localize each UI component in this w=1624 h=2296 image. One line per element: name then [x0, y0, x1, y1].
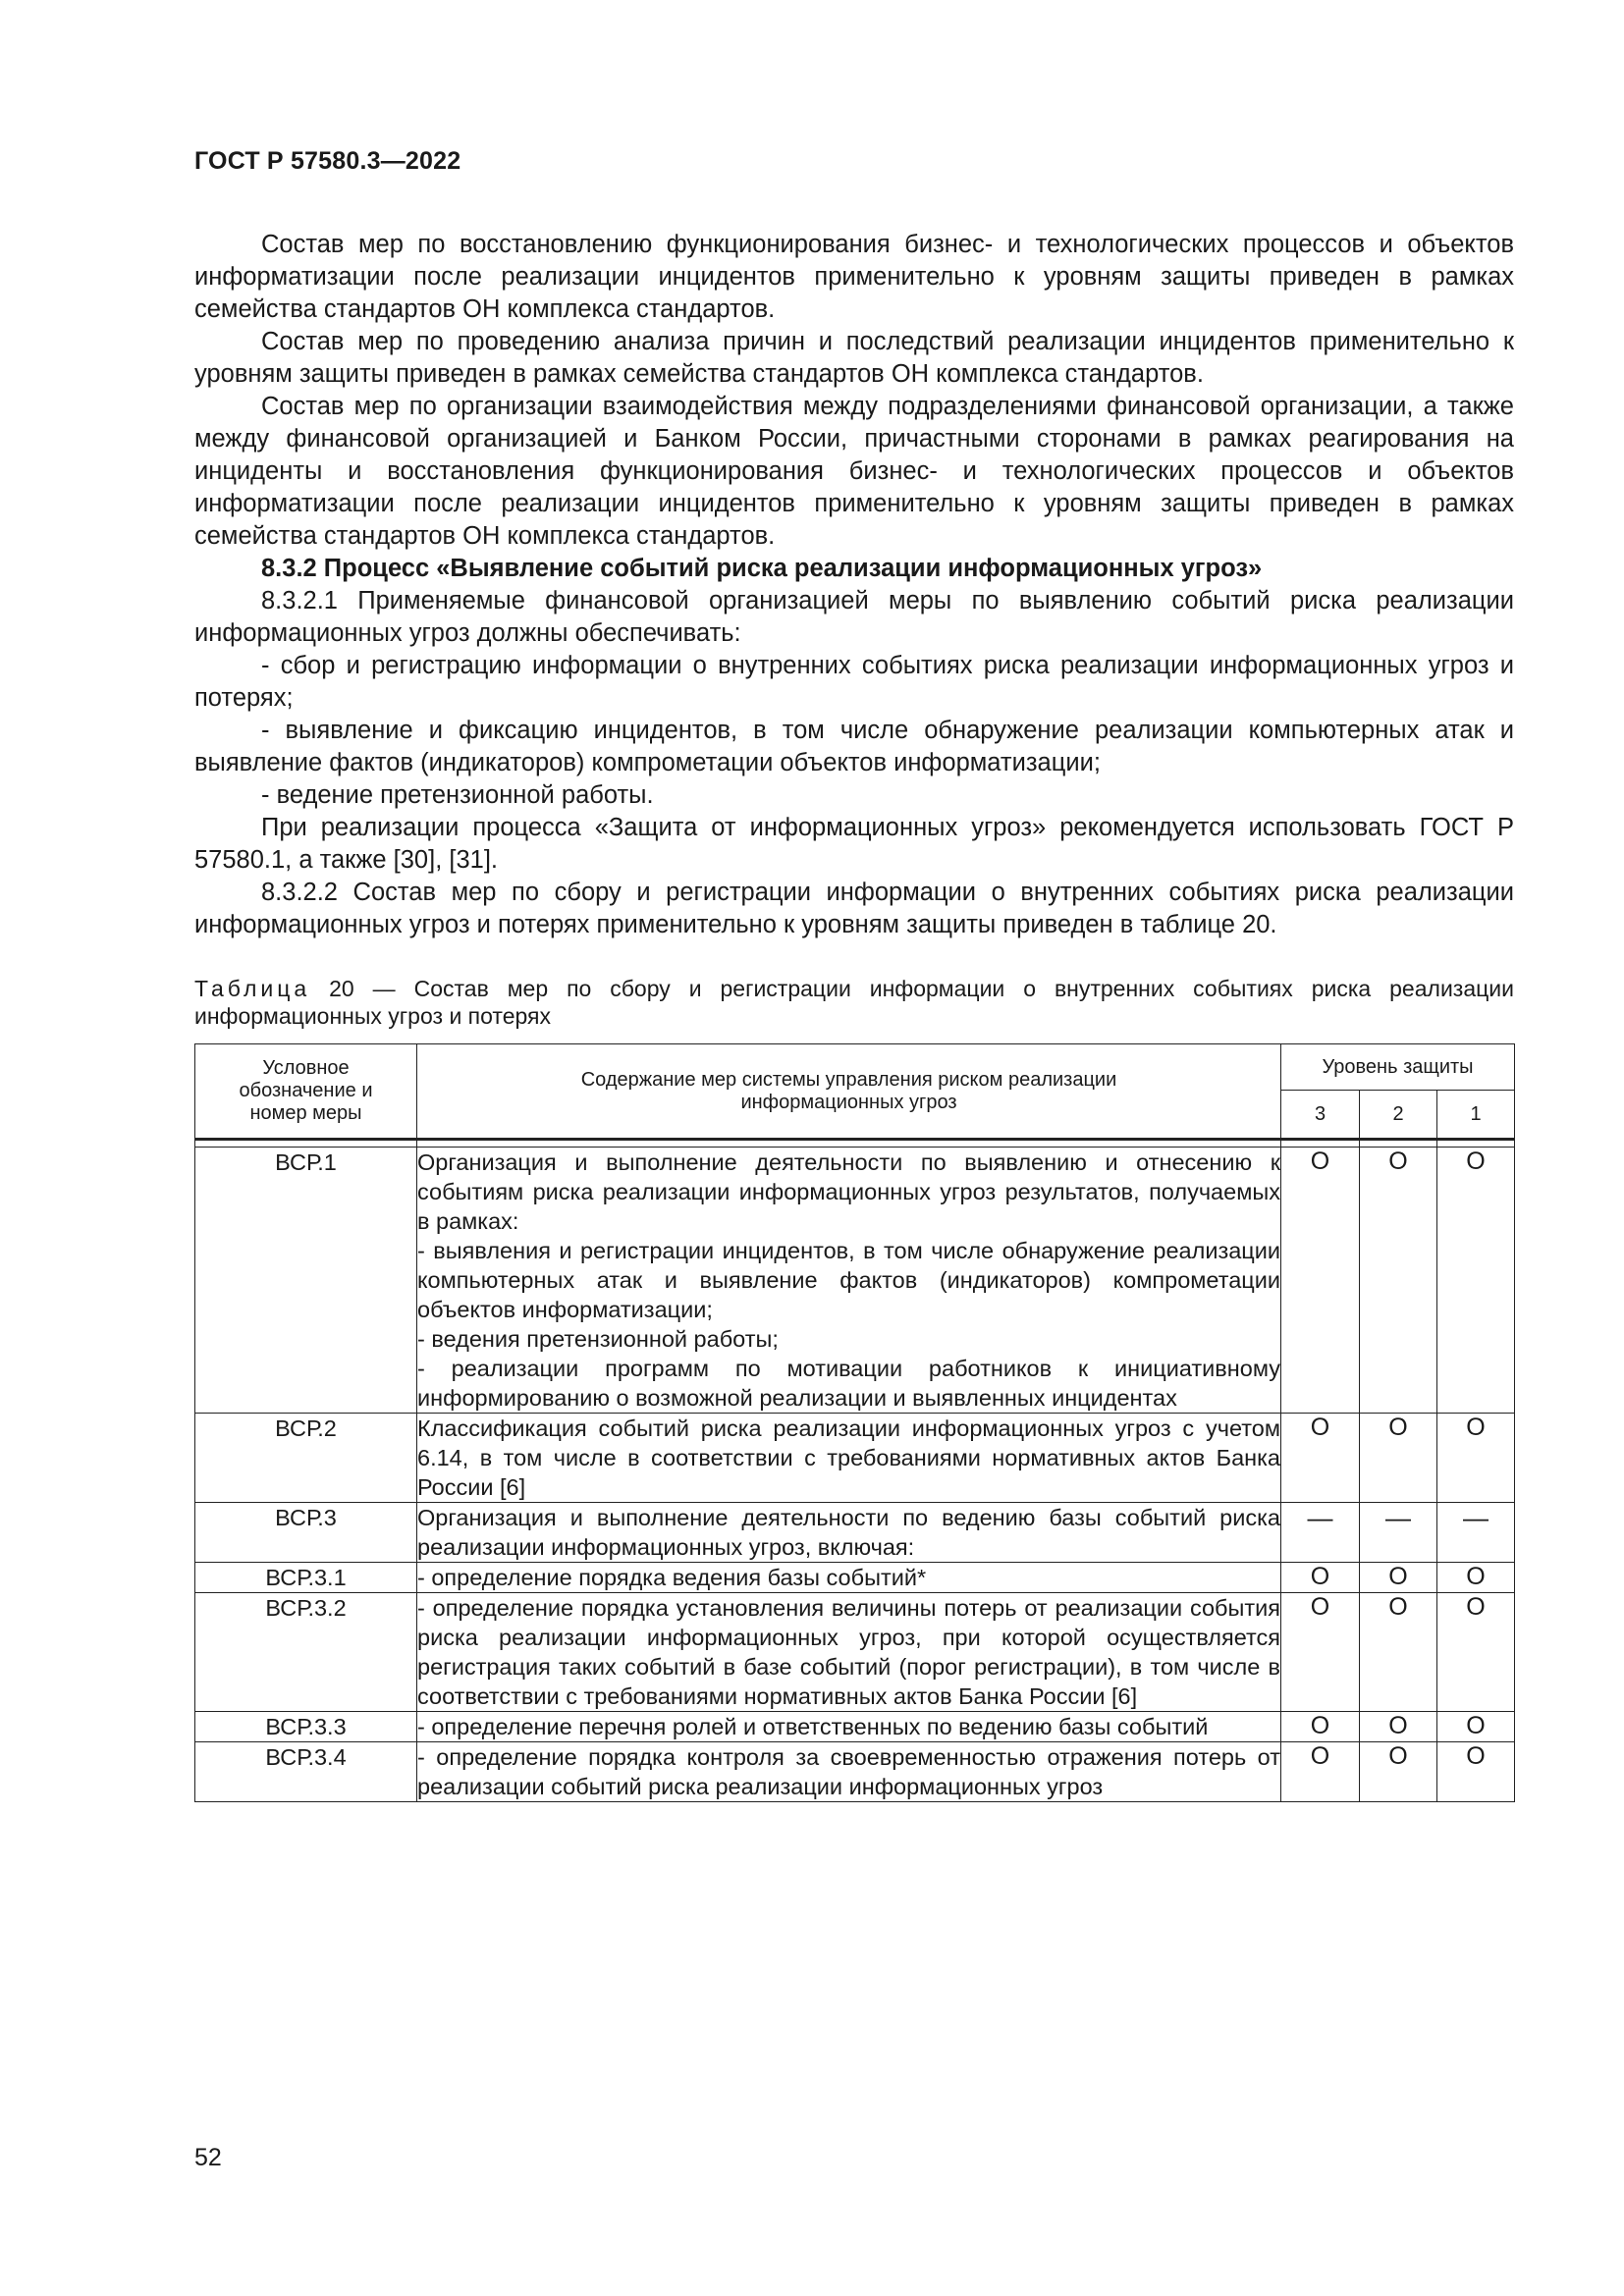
header-level-2: 2 [1360, 1091, 1437, 1140]
paragraph: Состав мер по проведению анализа причин и последствий реализации инцидентов применительно к уровням защиты приведен в рамках семейства стандартов ОН комплекса стандартов. [194, 328, 1514, 388]
protection-level-3: О [1281, 1148, 1360, 1414]
list-item: - ведение претензионной работы. [261, 781, 654, 809]
measure-code: ВСР.2 [195, 1414, 417, 1503]
protection-level-3: О [1281, 1593, 1360, 1712]
table-row [195, 1712, 1515, 1742]
paragraph: 8.3.2.1 Применяемые финансовой организацией меры по выявлению событий риска реализации информационных угроз должны обеспечивать: [194, 587, 1514, 647]
list-item: - сбор и регистрацию информации о внутренних событиях риска реализации информационных угроз и потерях; [194, 652, 1514, 712]
header-level-3: 3 [1281, 1091, 1360, 1140]
protection-level-2: О [1360, 1563, 1437, 1593]
protection-level-3: — [1281, 1503, 1360, 1563]
protection-level-3: О [1281, 1742, 1360, 1802]
measure-content: - определение перечня ролей и ответственных по ведению базы событий [417, 1712, 1281, 1742]
measure-content: Классификация событий риска реализации информационных угроз с учетом 6.14, в том числе в соответствии с требованиями нормативных актов Банка России [6] [417, 1414, 1281, 1503]
table-row [195, 1503, 1515, 1563]
measure-code: ВСР.1 [195, 1148, 417, 1414]
protection-level-2: О [1360, 1414, 1437, 1503]
paragraph: При реализации процесса «Защита от информационных угроз» рекомендуется использовать ГОСТ Р 57580.1, а также [30], [31]. [194, 814, 1514, 874]
paragraph: 8.3.2.2 Состав мер по сбору и регистрации информации о внутренних событиях риска реализации информационных угроз и потерях применительно к уровням защиты приведен в таблице 20. [194, 879, 1514, 938]
page-number: 52 [194, 2144, 222, 2171]
header-code: Условное обозначение и номер меры [195, 1044, 417, 1140]
measure-content: - определение порядка ведения базы событий* [417, 1563, 1281, 1593]
protection-level-1: О [1437, 1742, 1515, 1802]
protection-level-1: — [1437, 1503, 1515, 1563]
paragraph: Состав мер по организации взаимодействия между подразделениями финансовой организации, а также между финансовой организацией и Банком России, причастными сторонами в рамках реагирования на инциденты и восстановления функционирования бизнес- и технологических процессов и объектов информатизации после реализации инцидентов применительно к уровням защиты приведен в рамках семейства стандартов ОН комплекса стандартов. [194, 393, 1514, 550]
header-protection-level: Уровень защиты [1281, 1044, 1515, 1091]
body-text [194, 229, 1514, 941]
section-heading: 8.3.2 Процесс «Выявление событий риска реализации информационных угроз» [261, 555, 1263, 582]
document-page [194, 147, 1514, 1802]
header-level-1: 1 [1437, 1091, 1515, 1140]
measure-code: ВСР.3 [195, 1503, 417, 1563]
table-caption [194, 975, 1514, 1030]
table-caption-label: Таблица [194, 976, 311, 1001]
measure-content: Организация и выполнение деятельности по выявлению и отнесению к событиям риска реализации информационных угроз результатов, получаемых в рамках: - выявления и регистрации инцидентов, в том числе обнаружение реализации компьютерных атак и выявление фактов (индикаторов) компрометации объектов информатизации; - ведения претензионной работы; - реализации программ по мотивации работников к инициативному информированию о возможной реализации и выявленных инцидентах [417, 1148, 1281, 1414]
protection-level-2: — [1360, 1503, 1437, 1563]
protection-level-1: О [1437, 1712, 1515, 1742]
protection-level-3: О [1281, 1563, 1360, 1593]
protection-level-1: О [1437, 1414, 1515, 1503]
measure-code: ВСР.3.1 [195, 1563, 417, 1593]
measure-code: ВСР.3.4 [195, 1742, 417, 1802]
protection-level-2: О [1360, 1593, 1437, 1712]
protection-level-1: О [1437, 1148, 1515, 1414]
measure-code: ВСР.3.3 [195, 1712, 417, 1742]
measure-content: - определение порядка контроля за своевременностью отражения потерь от реализации событий риска реализации информационных угроз [417, 1742, 1281, 1802]
protection-level-1: О [1437, 1563, 1515, 1593]
table-row [195, 1593, 1515, 1712]
protection-level-3: О [1281, 1712, 1360, 1742]
table-row [195, 1148, 1515, 1414]
paragraph: Состав мер по восстановлению функционирования бизнес- и технологических процессов и объектов информатизации после реализации инцидентов применительно к уровням защиты приведен в рамках семейства стандартов ОН комплекса стандартов. [194, 231, 1514, 323]
protection-level-2: О [1360, 1148, 1437, 1414]
measure-code: ВСР.3.2 [195, 1593, 417, 1712]
protection-level-2: О [1360, 1742, 1437, 1802]
standard-header: ГОСТ Р 57580.3—2022 [194, 147, 461, 175]
protection-level-1: О [1437, 1593, 1515, 1712]
table-row [195, 1563, 1515, 1593]
header-content: Содержание мер системы управления риском реализации информационных угроз [417, 1044, 1281, 1140]
table-row [195, 1414, 1515, 1503]
header-separator [195, 1140, 1515, 1148]
list-item: - выявление и фиксацию инцидентов, в том числе обнаружение реализации компьютерных атак и выявление фактов (индикаторов) компрометации объектов информатизации; [194, 717, 1514, 776]
table-row [195, 1742, 1515, 1802]
table-caption-text: 20 — Состав мер по сбору и регистрации информации о внутренних событиях риска реализации информационных угроз и потерях [194, 976, 1514, 1029]
measure-content: - определение порядка установления величины потерь от реализации события риска реализации информационных угроз, при которой осуществляется регистрация таких событий в базе событий (порог регистрации), в том числе в соответствии с требованиями нормативных актов Банка России [6] [417, 1593, 1281, 1712]
measures-table [194, 1043, 1515, 1802]
protection-level-3: О [1281, 1414, 1360, 1503]
measure-content: Организация и выполнение деятельности по ведению базы событий риска реализации информационных угроз, включая: [417, 1503, 1281, 1563]
protection-level-2: О [1360, 1712, 1437, 1742]
